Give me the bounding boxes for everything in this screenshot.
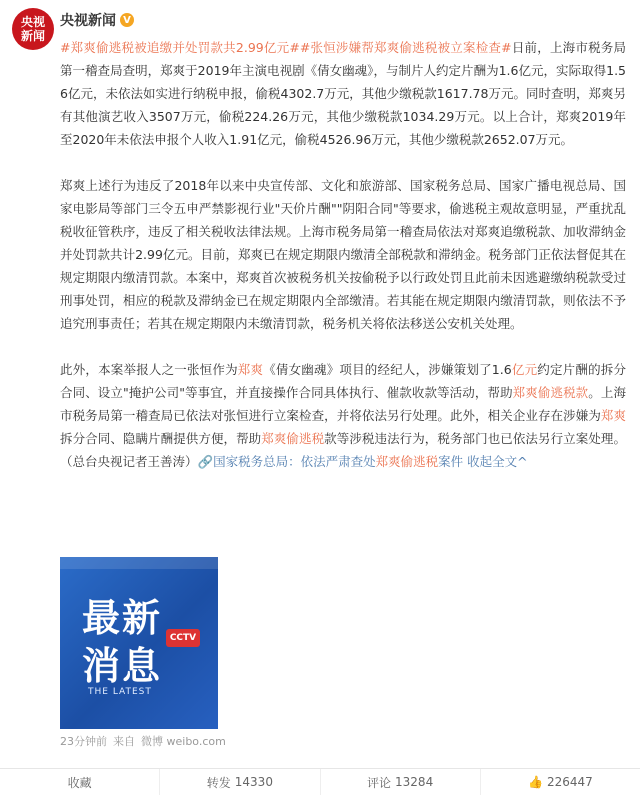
topic-link-2[interactable]: #张恒涉嫌帮郑爽偷逃税被立案检查#	[299, 40, 512, 55]
comment-button[interactable]	[321, 769, 481, 795]
collect-button[interactable]	[0, 769, 160, 795]
verified-icon: V	[120, 13, 134, 27]
like-count: 226447	[546, 775, 593, 789]
repost-button[interactable]	[160, 769, 320, 795]
article-link-text: 国家税务总局：依法严肃查处	[213, 454, 376, 469]
author-row	[60, 10, 134, 30]
avatar-text-line2: 新闻	[20, 29, 45, 43]
thumbs-up-icon: 👍	[527, 775, 543, 789]
collect-label: 收藏	[67, 775, 92, 790]
avatar-text-line1: 央视	[20, 15, 45, 29]
paragraph-3-text: 《倩女幽魂》项目的经纪人，涉嫌策划了1.6	[263, 362, 512, 377]
action-bar	[0, 768, 640, 795]
author-name[interactable]: 央视新闻	[60, 13, 116, 29]
collapse-label: 收起全文	[467, 454, 518, 469]
keyword-link[interactable]: 郑爽偷逃税款	[512, 385, 589, 400]
paragraph-1	[60, 36, 626, 151]
post-time[interactable]: 23分钟前	[60, 735, 107, 748]
keyword-link[interactable]: 亿元	[511, 362, 538, 377]
paragraph-2-text: 郑爽上述行为违反了2018年以来中央宣传部、文化和旅游部、国家税务总局、国家广播电视总局、国家电影局等部门三令五申严禁影视行业"天价片酬""阴阳合同"等要求，偷逃税主观故意明显，严重扰乱税收征管秩序，违反了相关税收法律法规。上海市税务局第一稽查局依法对郑爽追缴税款、加收滞纳金并处罚款共计2.99亿元。目前，郑爽已在规定期限内缴清全部税款和滞纳金。税务部门正依法督促其在规定期限内缴清罚款。本案中，郑爽首次被税务机关按偷税予以行政处罚且此前未因逃避缴纳税款受过刑事处罚，相应的税款及滞纳金已在规定期限内全部缴清。若其能在规定期限内缴清罚款，则依法不予追究刑事责任；若其在规定期限内未缴清罚款，税务机关将依法移送公安机关处理。	[60, 178, 626, 331]
keyword-link[interactable]: 郑爽	[600, 408, 626, 423]
paragraph-3-text: 此外，本案举报人之一张恒作为	[60, 362, 238, 377]
comment-count: 13284	[395, 775, 434, 789]
image-subtitle: THE LATEST	[88, 687, 152, 697]
repost-label: 转发	[206, 775, 231, 790]
paragraph-3-text: 约定片酬的拆分合同、设立"掩护公司"等事宜，并直接操作合同具体执行、催款收款等活动，帮助	[60, 362, 626, 400]
avatar[interactable]	[12, 8, 54, 50]
post-meta	[60, 733, 226, 749]
paragraph-1-text: 日前，上海市税务局第一稽查局查明，郑爽于2019年主演电视剧《倩女幽魂》，与制片人约定片酬为1.6亿元，实际取得1.56亿元，未依法如实进行纳税申报，偷税4302.7万元，其他少缴税款1617.78万元。同时查明，郑爽另有其他演艺收入3507万元，偷税224.26万元，其他少缴税款1034.29万元。以上合计，郑爽2019年至2020年未依法申报个人收入1.91亿元，偷税4526.96万元，其他少缴税款2652.07万元。	[60, 40, 626, 147]
paragraph-3-text: 。上海市税务局第一稽查局已依法对张恒进行立案检查，并将依法另行处理。此外，相关企业存在涉嫌为	[60, 385, 626, 423]
post-source[interactable]: 微博 weibo.com	[141, 735, 226, 748]
post-image[interactable]	[60, 557, 218, 729]
like-button[interactable]	[481, 769, 640, 795]
keyword-link[interactable]: 郑爽	[237, 362, 264, 377]
link-icon: 🔗	[197, 454, 214, 469]
chevron-up-icon: ^	[517, 454, 528, 469]
collapse-button[interactable]	[467, 454, 528, 469]
paragraph-3-text: 款等涉税违法行为，税务部门也已依法另行立案处理。（总台央视记者王善涛）	[60, 431, 626, 469]
post-content	[60, 36, 626, 496]
article-link[interactable]	[198, 454, 464, 469]
image-headline-1: 最新	[82, 596, 163, 640]
image-headline-2: 消息	[82, 644, 163, 688]
comment-label: 评论	[367, 775, 392, 790]
paragraph-3	[60, 358, 626, 473]
paragraph-3-text: 拆分合同、隐瞒片酬提供方便，帮助	[60, 431, 262, 446]
paragraph-2	[60, 174, 626, 335]
article-link-suffix: 案件	[438, 454, 464, 469]
repost-count: 14330	[234, 775, 273, 789]
cctv-logo: CCTV	[166, 629, 200, 647]
topic-link-1[interactable]: #郑爽偷逃税被追缴并处罚款共2.99亿元#	[60, 40, 300, 55]
source-prefix: 来自	[113, 735, 135, 748]
article-link-highlight: 郑爽偷逃税	[375, 454, 439, 469]
keyword-link[interactable]: 郑爽偷逃税	[261, 431, 325, 446]
image-band	[60, 557, 218, 569]
